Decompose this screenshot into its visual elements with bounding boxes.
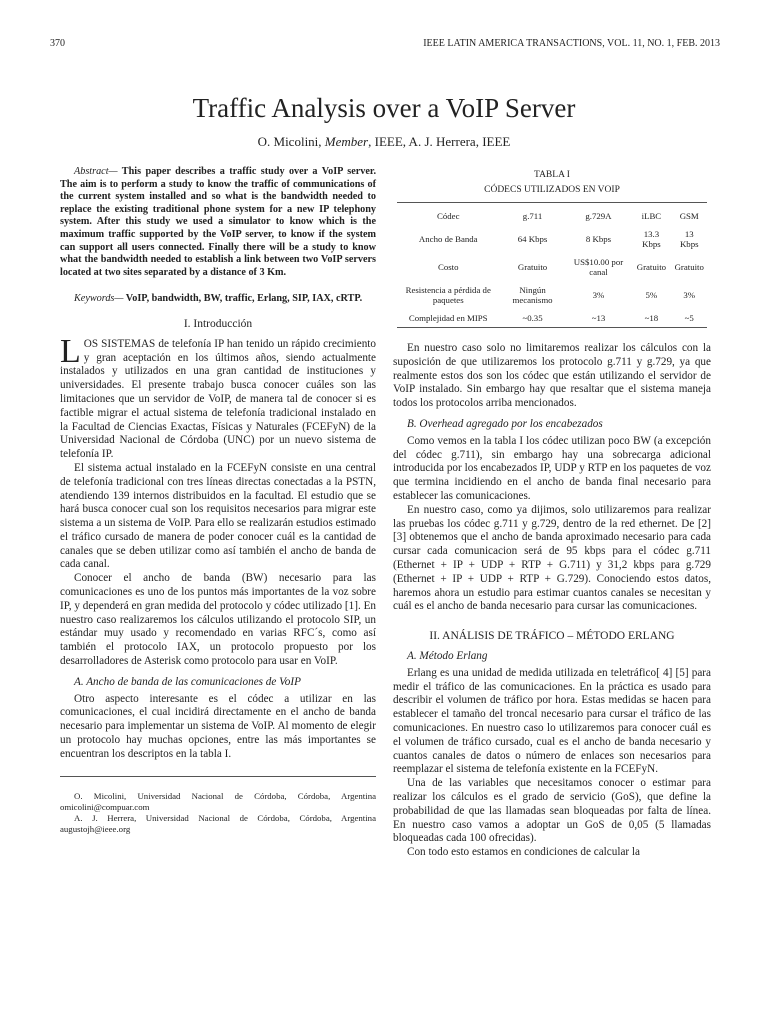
codec-table [397, 207, 707, 327]
journal-header: IEEE LATIN AMERICA TRANSACTIONS, VOL. 11, NO. 1, FEB. 2013 [423, 38, 720, 49]
intro-paragraph-1 [60, 332, 376, 462]
abstract-text: This paper describes a traffic study over a VoIP server. The aim is to perform a study to know the traffic of communications of the current system installed and so what is the bandwidth needed to replace the existing traditional phone system for a new IP telephony system. After this study we used a simulator to know which is the maximum traffic supported by the VoIP server, to know if the system can support all users connected. Finally there will be a study to know what the bandwidth needed to establish a link between two VoIP servers located at two sites separated by a distance of 3 Km. [60, 166, 376, 278]
table-row [397, 281, 707, 309]
table-header-cell: GSM [679, 211, 699, 221]
table-cell: ~0.35 [522, 313, 543, 323]
section-heading-intro: I. Introducción [183, 317, 253, 330]
table-cell: Ancho de Banda [418, 234, 478, 244]
author-name: O. Micolini, [257, 134, 325, 149]
table-header-cell: Códec [437, 211, 460, 221]
table-cell: 64 Kbps [517, 234, 548, 244]
table-label: TABLA I [534, 170, 570, 180]
intro-paragraph-2: El sistema actual instalado en la FCEFyN consiste en una central de telefonía tradicional con tres líneas directas conectadas a la PSTN, atendiendo 139 internos distribuidos en la facultad. El estudio que se hará busca conocer cual son los requisitos necesarios para migrar este sistema a un sistema de VoIP. Para ello se realizarán estudios estimado el tráfico cursado de manera de poder conocer cuál es la cantidad de canales que se deben utilizar como así también el ancho de banda de cada canal. [60, 461, 376, 571]
table-cell: 13.3 Kbps [642, 229, 661, 249]
body-paragraph: Como vemos en la tabla I los códec utilizan poco BW (a excepción del códec g.711), sin embargo hay una sobrecarga adicional introducida por los encabezados IP, UDP y RTP en los paquetes de voz que termina incidiendo en el ancho de banda final necesario para establecer las comunicaciones. [393, 434, 711, 502]
subsection-heading-erlang: A. Método Erlang [407, 649, 488, 662]
table-bottom-rule [397, 327, 707, 328]
table-cell: Gratuito [517, 262, 548, 272]
footnote-2: A. J. Herrera, Universidad Nacional de Córdoba, Córdoba, Argentina augustojh@ieee.org [60, 813, 376, 835]
drop-cap: L [60, 332, 81, 370]
table-cell: Complejidad en MIPS [408, 313, 488, 323]
paper-title: Traffic Analysis over a VoIP Server [192, 93, 576, 123]
intro-paragraph-1-text: OS SISTEMAS de telefonía IP han tenido un rápido crecimiento y gran aceptación en los últimos años, siendo actualmente instalados y utilizados en una gran cantidad de instituciones y universidades. El presente trabajo busca conocer cuáles son las limitaciones que un servidor de VoIP, de manera tal de conocer si es factible migrar el actual sistema de telefonía tradicional instalado en la Facultad de Ciencias Exactas, Físicas y Naturales (FCEFyN) de la Universidad Nacional de Córdoba (UNC) por un nuevo sistema de telefonía IP. [60, 337, 376, 461]
author-rest: , IEEE, A. J. Herrera, IEEE [368, 134, 511, 149]
keywords [60, 293, 376, 306]
table-caption: CÓDECS UTILIZADOS EN VOIP [484, 185, 620, 195]
table-cell: Gratuito [674, 262, 704, 272]
author-line [0, 134, 768, 150]
body-paragraph: Una de las variables que necesitamos conocer o estimar para realizar los cálculos es el grado de servicio (GoS), que define la probabilidad de que las llamadas sean bloqueadas por falta de línea. En nuestro caso vamos a adoptar un GoS de 0,05 (5 llamadas bloqueadas cada 100 ofrecidas). [393, 777, 711, 845]
table-cell: ~18 [644, 313, 659, 323]
left-column [60, 166, 376, 835]
subsection-heading-b: B. Overhead agregado por los encabezados [407, 417, 603, 430]
table-cell: 8 Kbps [585, 234, 612, 244]
body-paragraph: Con todo esto estamos en condiciones de calcular la [407, 846, 641, 859]
table-cell: US$10.00 por canal [573, 257, 624, 277]
table-cell: Gratuito [636, 262, 667, 272]
intro-paragraph-4: Otro aspecto interesante es el códec a utilizar en las comunicaciones, el cual incidirá directamente en el ancho de banda necesario para implementar un sistema de VoIP. Al momento de elegir un protocolo hay muchas opciones, entre las más importantes se encuentran los descriptos en la tabla I. [60, 692, 376, 760]
table-row [397, 225, 707, 253]
body-paragraph: Erlang es una unidad de medida utilizada en teletráfico[ 4] [5] para medir el tráfico de las comunicaciones. En la práctica es usado para describir el volumen de tráfico por hora. Estas medidas se hacen para establecer el tamaño del troncal necesario para cursar el tráfico de las comunicaciones. En nuestro caso lo utilizaremos para conocer cuál es el volumen de tráfico cursado, cual es el ancho de banda necesario y cuantos canales de datos o número de enlaces son necesarios para reemplazar el sistema de telefonía existente en la FCEFyN. [393, 666, 711, 776]
table-cell: 13 Kbps [679, 229, 699, 249]
right-column [393, 166, 711, 860]
subsection-heading-a: A. Ancho de banda de las comunicaciones de VoIP [74, 675, 301, 688]
footnote-1: O. Micolini, Universidad Nacional de Córdoba, Córdoba, Argentina omicolini@compuar.com [60, 790, 376, 812]
table-header-cell: g.729A [585, 211, 612, 221]
table-row [397, 309, 707, 327]
abstract [60, 166, 376, 279]
table-cell: Resistencia a pérdida de paquetes [405, 285, 491, 305]
intro-paragraph-3: Conocer el ancho de banda (BW) necesario para las comunicaciones es uno de los puntos más importantes de la voz sobre IP, y dependerá en gran medida del protocolo y códec utilizado [1]. En nuestro caso realizaremos los cálculos utilizando el protocolo SIP, un estándar muy usado y recomendado en varias RFC´s, como así también el protocolo IAX, un protocolo propuesto por los desarrolladores de Asterisk como protocolo para usar en VoIP. [60, 572, 376, 668]
table-top-rule [397, 202, 707, 203]
table-header-cell: iLBC [641, 211, 662, 221]
table-cell: Costo [437, 262, 459, 272]
body-paragraph: En nuestro caso solo no limitaremos realizar los cálculos con la suposición de que utilizaremos los protocolo g.711 y g.729, ya que realmente estos dos son los códec que están utilizando el servidor de VoIP instalado. Sin embargo hay que resaltar que el sistema maneja todos los protocolos arriba mencionados. [393, 342, 711, 410]
table-header-cell: g.711 [522, 211, 543, 221]
table-cell: ~13 [591, 313, 606, 323]
keywords-label: Keywords— [74, 293, 124, 305]
table-cell: 3% [683, 290, 696, 300]
abstract-label: Abstract— [74, 166, 118, 177]
author-role: Member [324, 134, 369, 149]
table-header-row [397, 207, 707, 225]
table-cell: ~5 [684, 313, 694, 323]
table-cell: Ningún mecanismo [512, 285, 553, 305]
section-heading-erlang: II. ANÁLISIS DE TRÁFICO – MÉTODO ERLANG [429, 630, 675, 643]
keywords-text: VoIP, bandwidth, BW, traffic, Erlang, SIP, IAX, cRTP. [123, 293, 363, 305]
table-row [397, 253, 707, 281]
body-paragraph: En nuestro caso, como ya dijimos, solo utilizaremos para realizar las pruebas los códec g.711 y g.729, dentro de la red ethernet. De [2] [3] obtenemos que el ancho de banda aproximado necesario para cada cursar cada comunicacion será de 95 kbps para el códec g.711 (Ethernet + IP + UDP + RTP + G.711) y 31,2 kbps para g.729 (Ethernet + IP + UDP + RTP + G.729). Conociendo estos datos, haremos ahora un estudio para estimar cuantos canales se necesitan y cuál es el ancho de banda necesario para cursar las comunicaciones. [393, 503, 711, 613]
page-number: 370 [50, 38, 65, 49]
footnote-rule [60, 776, 376, 777]
table-cell: 5% [645, 290, 658, 300]
table-cell: 3% [592, 290, 605, 300]
